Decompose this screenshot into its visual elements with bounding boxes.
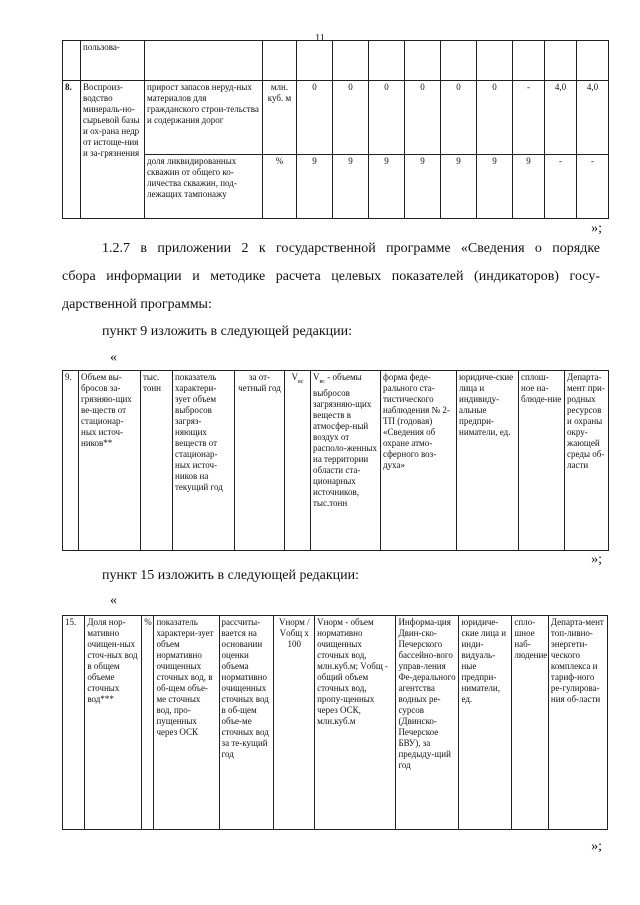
value-cell: 0 xyxy=(477,81,513,155)
reporting-subjects: юридиче-ские лица и индивиду-альные предпри-ниматели, ед. xyxy=(457,371,519,551)
value-cell: 9 xyxy=(441,155,477,219)
opening-quote-2: « xyxy=(110,593,117,608)
value-cell: 9 xyxy=(369,155,405,219)
program-name: Воспроиз-водство минераль-но-сырьевой базы и ох-рана недр от истоще-ния и за-грязнения xyxy=(81,81,145,219)
indicator-unit: % xyxy=(263,155,297,219)
value-cell: - xyxy=(545,155,577,219)
value-cell: 9 xyxy=(405,155,441,219)
value-cell: 0 xyxy=(369,81,405,155)
indicator-unit: % xyxy=(142,616,154,830)
indicator-name: Объем вы-бросов за-грязняю-щих ве-ществ от стационар-ных источ-ников** xyxy=(79,371,141,551)
data-source: Информа-ция Двин-ско-Печерского бассейно-вого управ-ления Фе-дерального агентства водных ре-сурсов (Двинско-Печерское БВУ), за предыду-щий год xyxy=(396,616,459,830)
page-number: 11 xyxy=(315,33,325,44)
closing-quote-3: »; xyxy=(591,839,602,854)
data-source: форма феде-рального ста-тистического наблюдения № 2-ТП (годовая) «Сведения об охране атмо-сферного воз-духа» xyxy=(381,371,457,551)
indicator-period: рассчиты-вается на основании оценки объема нормативно очищенных сточных вод в об-щем объе-ме сточных вод за те-кущий год xyxy=(219,616,274,830)
closing-quote-1: »; xyxy=(591,221,602,236)
indicator-name: прирост запасов неруд-ных материалов для гражданского строи-тельства и содержания дорог xyxy=(145,81,263,155)
reporting-subjects: юридиче-ские лица и инди-видуаль-ные предпри-ниматели, ед. xyxy=(459,616,512,830)
responsible-body: Департа-мент при-родных ресурсов и охраны окру-жающей среды об-ласти xyxy=(565,371,609,551)
table-punkt-15 xyxy=(62,615,608,830)
value-cell: 4,0 xyxy=(545,81,577,155)
collection-method: спло-шное наб-людение xyxy=(512,616,549,830)
indicator-formula: $V_{вс}$ xyxy=(285,371,311,551)
value-cell: 9 xyxy=(333,155,369,219)
value-cell: 0 xyxy=(405,81,441,155)
cell-continued-text: пользова- xyxy=(81,41,145,81)
value-cell: 0 xyxy=(441,81,477,155)
collection-method: сплош-ное на-блюде-ние xyxy=(519,371,565,551)
paragraph-line-1: 1.2.7 в приложении 2 к государственной программе «Сведения о порядке xyxy=(102,241,600,256)
row-number: 9. xyxy=(63,371,79,551)
responsible-body: Департа-мент топ-ливно-энергети-ческого комплекса и тариф-ного ре-гулирова-ния об-ласти xyxy=(548,616,607,830)
indicator-formula: Vнорм / Vобщ x 100 xyxy=(274,616,315,830)
opening-quote-1: « xyxy=(110,350,117,365)
indicator-variables: Vнорм - объем нормативно очищенных сточных вод, млн.куб.м; Vобщ - общий объем сточных вод, пропу-щенных через ОСК, млн.куб.м xyxy=(315,616,396,830)
punkt-15-heading: пункт 15 изложить в следующей редакции: xyxy=(102,568,359,583)
value-cell: 9 xyxy=(513,155,545,219)
table-row xyxy=(63,616,608,830)
indicator-unit: тыс. тонн xyxy=(141,371,173,551)
row-number: 15. xyxy=(63,616,85,830)
table-row xyxy=(63,81,609,155)
paragraph-line-3: дарственной программы: xyxy=(62,297,212,312)
indicator-definition: показатель характери-зует объем нормативно очищенных сточных вод, в об-щем объе-ме сточных вод, про-пущенных через ОСК xyxy=(154,616,219,830)
table-row xyxy=(63,41,609,81)
value-cell: - xyxy=(513,81,545,155)
value-cell: 9 xyxy=(297,155,333,219)
closing-quote-2: »; xyxy=(591,552,602,567)
indicator-definition: показатель характери-зует объем выбросов загряз-няющих веществ от стационар-ных источ-ников на текущий год xyxy=(173,371,235,551)
row-number: 8. xyxy=(63,81,81,219)
indicator-name: доля ликвидированных скважин от общего ко-личества скважин, под-лежащих тампонажу xyxy=(145,155,263,219)
table-punkt-9 xyxy=(62,370,609,551)
indicator-unit: млн. куб. м xyxy=(263,81,297,155)
table-row xyxy=(63,155,609,219)
indicator-period: за от-четный год xyxy=(235,371,285,551)
punkt-9-heading: пункт 9 изложить в следующей редакции: xyxy=(102,324,352,339)
value-cell: 9 xyxy=(477,155,513,219)
table-row xyxy=(63,371,609,551)
value-cell: 0 xyxy=(297,81,333,155)
value-cell: - xyxy=(577,155,609,219)
value-cell: 4,0 xyxy=(577,81,609,155)
indicator-variables: $V_{вс}$ - объемы выбросов загрязняю-щих веществ в атмосфер-ный воздух от располо-женных на территории области ста-ционарных источников, тыс.тонн xyxy=(311,371,381,551)
value-cell: 0 xyxy=(333,81,369,155)
indicator-name: Доля нор-мативно очищен-ных сточ-ных вод в общем объеме сточных вод*** xyxy=(85,616,142,830)
paragraph-line-2: сбора информации и методике расчета целевых показателей (индикаторов) госу- xyxy=(62,269,600,284)
table-indicators-continued xyxy=(62,40,609,219)
